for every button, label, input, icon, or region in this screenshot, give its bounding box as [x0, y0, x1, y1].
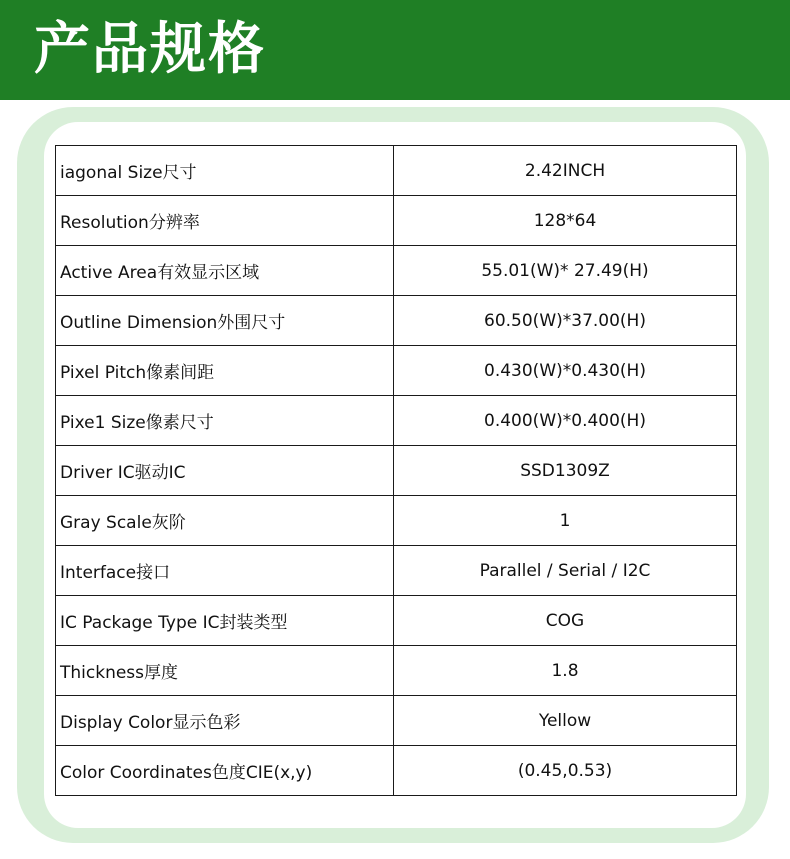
spec-value: 55.01(W)* 27.49(H) [394, 246, 737, 296]
table-row [56, 146, 737, 196]
table-row [56, 346, 737, 396]
spec-label: Resolution分辨率 [56, 196, 394, 246]
spec-label: Outline Dimension外围尺寸 [56, 296, 394, 346]
spec-label: Pixe1 Size像素尺寸 [56, 396, 394, 446]
table-row [56, 196, 737, 246]
spec-value: 128*64 [394, 196, 737, 246]
spec-label: Interface接口 [56, 546, 394, 596]
spec-label: Pixel Pitch像素间距 [56, 346, 394, 396]
spec-label: Gray Scale灰阶 [56, 496, 394, 546]
spec-value: SSD1309Z [394, 446, 737, 496]
spec-value: 0.430(W)*0.430(H) [394, 346, 737, 396]
spec-label: Display Color显示色彩 [56, 696, 394, 746]
spec-value: 0.400(W)*0.400(H) [394, 396, 737, 446]
spec-label: Active Area有效显示区域 [56, 246, 394, 296]
page-title: 产品规格 [34, 17, 266, 82]
spec-value: Yellow [394, 696, 737, 746]
spec-label: iagonal Size尺寸 [56, 146, 394, 196]
spec-value: 60.50(W)*37.00(H) [394, 296, 737, 346]
table-row [56, 446, 737, 496]
spec-value: (0.45,0.53) [394, 746, 737, 796]
spec-value: 1.8 [394, 646, 737, 696]
table-row [56, 496, 737, 546]
table-row [56, 696, 737, 746]
table-row [56, 596, 737, 646]
spec-value: 2.42INCH [394, 146, 737, 196]
header-banner [0, 0, 790, 100]
table-row [56, 296, 737, 346]
spec-table [55, 145, 737, 796]
spec-label: Driver IC驱动IC [56, 446, 394, 496]
spec-label: Thickness厚度 [56, 646, 394, 696]
table-row [56, 546, 737, 596]
spec-value: Parallel / Serial / I2C [394, 546, 737, 596]
table-row [56, 396, 737, 446]
table-row [56, 246, 737, 296]
spec-label: Color Coordinates色度CIE(x,y) [56, 746, 394, 796]
spec-value: 1 [394, 496, 737, 546]
table-row [56, 746, 737, 796]
spec-label: IC Package Type IC封装类型 [56, 596, 394, 646]
table-row [56, 646, 737, 696]
spec-value: COG [394, 596, 737, 646]
